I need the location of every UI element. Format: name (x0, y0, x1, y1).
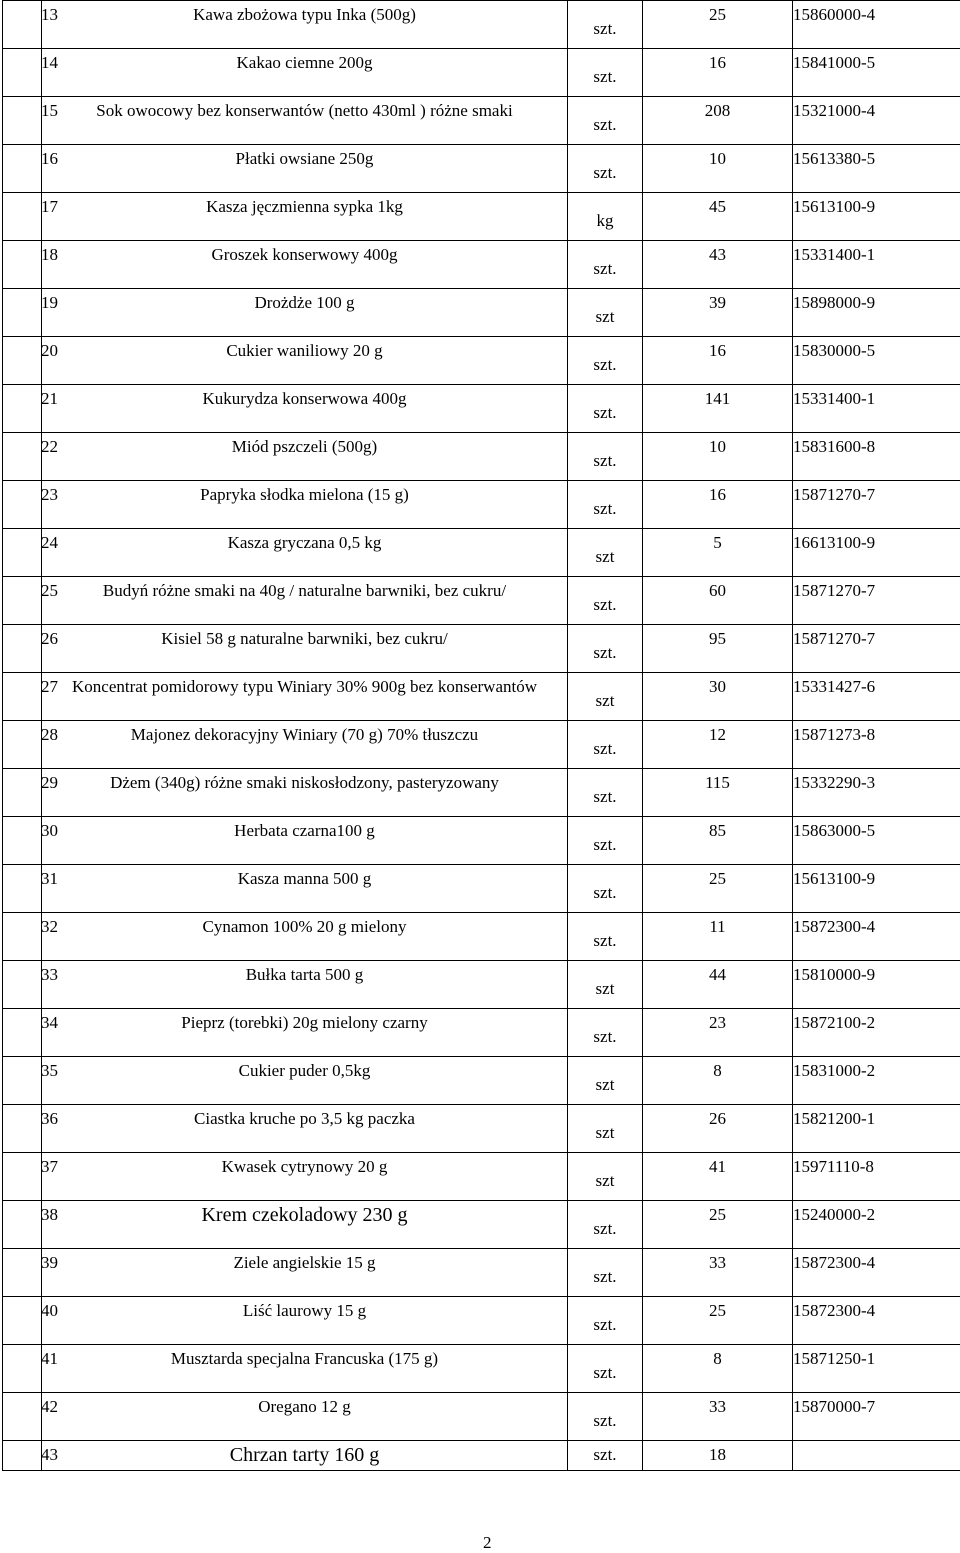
product-name-cell: Kasza manna 500 g (42, 865, 568, 913)
quantity-cell: 41 (643, 1153, 793, 1201)
product-name-cell: Liść laurowy 15 g (42, 1297, 568, 1345)
item-number-cell: 40 (3, 1297, 42, 1345)
item-number-cell: 31 (3, 865, 42, 913)
table-row (3, 289, 960, 337)
unit-cell: szt (568, 1153, 643, 1201)
unit-cell: szt. (568, 1249, 643, 1297)
quantity-cell: 25 (643, 1297, 793, 1345)
cpv-code-cell: 15871270-7 (793, 577, 960, 625)
quantity-cell: 16 (643, 49, 793, 97)
cpv-code-cell: 15321000-4 (793, 97, 960, 145)
unit-cell: szt (568, 1057, 643, 1105)
product-name-cell: Budyń różne smaki na 40g / naturalne barwniki, bez cukru/ (42, 577, 568, 625)
item-number-cell: 36 (3, 1105, 42, 1153)
table-row (3, 97, 960, 145)
quantity-cell: 39 (643, 289, 793, 337)
product-name-cell: Koncentrat pomidorowy typu Winiary 30% 900g bez konserwantów (42, 673, 568, 721)
table-row (3, 1201, 960, 1249)
item-number-cell: 22 (3, 433, 42, 481)
product-table-body (3, 1, 960, 1471)
product-name-cell: Pieprz (torebki) 20g mielony czarny (42, 1009, 568, 1057)
cpv-code-cell: 15898000-9 (793, 289, 960, 337)
product-name-cell: Herbata czarna100 g (42, 817, 568, 865)
cpv-code-cell: 15613380-5 (793, 145, 960, 193)
quantity-cell: 141 (643, 385, 793, 433)
cpv-code-cell: 15872300-4 (793, 1297, 960, 1345)
unit-cell: szt. (568, 721, 643, 769)
quantity-cell: 85 (643, 817, 793, 865)
table-row (3, 1441, 960, 1471)
cpv-code-cell: 15332290-3 (793, 769, 960, 817)
table-row (3, 385, 960, 433)
item-number-cell: 39 (3, 1249, 42, 1297)
table-row (3, 241, 960, 289)
table-row (3, 577, 960, 625)
item-number-cell: 20 (3, 337, 42, 385)
cpv-code-cell: 15331400-1 (793, 241, 960, 289)
unit-cell: szt. (568, 817, 643, 865)
cpv-code-cell: 15860000-4 (793, 1, 960, 49)
unit-cell: szt. (568, 337, 643, 385)
unit-cell: szt. (568, 769, 643, 817)
cpv-code-cell: 15841000-5 (793, 49, 960, 97)
table-row (3, 1153, 960, 1201)
unit-cell: szt. (568, 1393, 643, 1441)
product-name-cell: Cukier puder 0,5kg (42, 1057, 568, 1105)
product-name-cell: Kwasek cytrynowy 20 g (42, 1153, 568, 1201)
item-number-cell: 29 (3, 769, 42, 817)
quantity-cell: 11 (643, 913, 793, 961)
product-name-cell: Kasza gryczana 0,5 kg (42, 529, 568, 577)
product-name-cell: Majonez dekoracyjny Winiary (70 g) 70% tłuszczu (42, 721, 568, 769)
cpv-code-cell: 15331427-6 (793, 673, 960, 721)
quantity-cell: 10 (643, 145, 793, 193)
product-name-cell: Drożdże 100 g (42, 289, 568, 337)
product-name-cell: Krem czekoladowy 230 g (42, 1201, 568, 1249)
product-name-cell: Groszek konserwowy 400g (42, 241, 568, 289)
unit-cell: szt (568, 289, 643, 337)
item-number-cell: 15 (3, 97, 42, 145)
product-name-cell: Chrzan tarty 160 g (42, 1441, 568, 1471)
item-number-cell: 32 (3, 913, 42, 961)
item-number-cell: 33 (3, 961, 42, 1009)
cpv-code-cell: 15872300-4 (793, 913, 960, 961)
unit-cell: szt. (568, 1297, 643, 1345)
product-name-cell: Oregano 12 g (42, 1393, 568, 1441)
product-name-cell: Kukurydza konserwowa 400g (42, 385, 568, 433)
table-row (3, 721, 960, 769)
item-number-cell: 18 (3, 241, 42, 289)
unit-cell: szt. (568, 1201, 643, 1249)
table-row (3, 865, 960, 913)
table-row (3, 1297, 960, 1345)
cpv-code-cell: 15863000-5 (793, 817, 960, 865)
product-name-cell: Miód pszczeli (500g) (42, 433, 568, 481)
table-row (3, 481, 960, 529)
unit-cell: szt. (568, 433, 643, 481)
table-row (3, 1249, 960, 1297)
quantity-cell: 16 (643, 481, 793, 529)
cpv-code-cell: 15331400-1 (793, 385, 960, 433)
cpv-code-cell: 15871273-8 (793, 721, 960, 769)
item-number-cell: 17 (3, 193, 42, 241)
product-name-cell: Ciastka kruche po 3,5 kg paczka (42, 1105, 568, 1153)
cpv-code-cell (793, 1441, 960, 1471)
cpv-code-cell: 15971110-8 (793, 1153, 960, 1201)
table-row (3, 337, 960, 385)
table-row (3, 1105, 960, 1153)
table-row (3, 1009, 960, 1057)
unit-cell: szt (568, 961, 643, 1009)
unit-cell: szt. (568, 481, 643, 529)
table-row (3, 769, 960, 817)
cpv-code-cell: 15871250-1 (793, 1345, 960, 1393)
product-name-cell: Papryka słodka mielona (15 g) (42, 481, 568, 529)
cpv-code-cell: 15871270-7 (793, 625, 960, 673)
cpv-code-cell: 15830000-5 (793, 337, 960, 385)
table-row (3, 1, 960, 49)
unit-cell: szt (568, 673, 643, 721)
product-name-cell: Płatki owsiane 250g (42, 145, 568, 193)
item-number-cell: 30 (3, 817, 42, 865)
item-number-cell: 23 (3, 481, 42, 529)
item-number-cell: 26 (3, 625, 42, 673)
item-number-cell: 13 (3, 1, 42, 49)
unit-cell: szt. (568, 1345, 643, 1393)
quantity-cell: 115 (643, 769, 793, 817)
unit-cell: szt. (568, 625, 643, 673)
quantity-cell: 33 (643, 1249, 793, 1297)
item-number-cell: 27 (3, 673, 42, 721)
cpv-code-cell: 15871270-7 (793, 481, 960, 529)
cpv-code-cell: 15872300-4 (793, 1249, 960, 1297)
product-name-cell: Cukier waniliowy 20 g (42, 337, 568, 385)
unit-cell: szt. (568, 1009, 643, 1057)
page-number: 2 (483, 1533, 492, 1553)
unit-cell: szt. (568, 97, 643, 145)
item-number-cell: 19 (3, 289, 42, 337)
quantity-cell: 208 (643, 97, 793, 145)
unit-cell: szt. (568, 145, 643, 193)
item-number-cell: 14 (3, 49, 42, 97)
unit-cell: szt. (568, 1, 643, 49)
cpv-code-cell: 15821200-1 (793, 1105, 960, 1153)
product-name-cell: Kawa zbożowa typu Inka (500g) (42, 1, 568, 49)
item-number-cell: 42 (3, 1393, 42, 1441)
quantity-cell: 26 (643, 1105, 793, 1153)
product-name-cell: Musztarda specjalna Francuska (175 g) (42, 1345, 568, 1393)
quantity-cell: 95 (643, 625, 793, 673)
quantity-cell: 25 (643, 865, 793, 913)
quantity-cell: 25 (643, 1201, 793, 1249)
table-row (3, 1345, 960, 1393)
item-number-cell: 41 (3, 1345, 42, 1393)
product-name-cell: Dżem (340g) różne smaki niskosłodzony, pasteryzowany (42, 769, 568, 817)
unit-cell: szt. (568, 385, 643, 433)
table-row (3, 1057, 960, 1105)
cpv-code-cell: 15240000-2 (793, 1201, 960, 1249)
unit-cell: szt. (568, 577, 643, 625)
quantity-cell: 10 (643, 433, 793, 481)
table-row (3, 1393, 960, 1441)
cpv-code-cell: 15831600-8 (793, 433, 960, 481)
item-number-cell: 38 (3, 1201, 42, 1249)
item-number-cell: 28 (3, 721, 42, 769)
product-table (2, 0, 960, 1471)
unit-cell: kg (568, 193, 643, 241)
item-number-cell: 21 (3, 385, 42, 433)
quantity-cell: 25 (643, 1, 793, 49)
table-row (3, 49, 960, 97)
quantity-cell: 60 (643, 577, 793, 625)
quantity-cell: 8 (643, 1345, 793, 1393)
quantity-cell: 33 (643, 1393, 793, 1441)
quantity-cell: 43 (643, 241, 793, 289)
unit-cell: szt. (568, 1441, 643, 1471)
quantity-cell: 23 (643, 1009, 793, 1057)
product-name-cell: Bułka tarta 500 g (42, 961, 568, 1009)
table-row (3, 433, 960, 481)
cpv-code-cell: 15613100-9 (793, 865, 960, 913)
quantity-cell: 16 (643, 337, 793, 385)
cpv-code-cell: 15613100-9 (793, 193, 960, 241)
item-number-cell: 24 (3, 529, 42, 577)
unit-cell: szt (568, 1105, 643, 1153)
item-number-cell: 34 (3, 1009, 42, 1057)
table-row (3, 673, 960, 721)
quantity-cell: 8 (643, 1057, 793, 1105)
unit-cell: szt. (568, 865, 643, 913)
table-row (3, 817, 960, 865)
product-name-cell: Sok owocowy bez konserwantów (netto 430ml ) różne smaki (42, 97, 568, 145)
item-number-cell: 16 (3, 145, 42, 193)
quantity-cell: 5 (643, 529, 793, 577)
product-name-cell: Kakao ciemne 200g (42, 49, 568, 97)
cpv-code-cell: 15870000-7 (793, 1393, 960, 1441)
item-number-cell: 43 (3, 1441, 42, 1471)
cpv-code-cell: 15810000-9 (793, 961, 960, 1009)
unit-cell: szt. (568, 913, 643, 961)
unit-cell: szt (568, 529, 643, 577)
product-name-cell: Kasza jęczmienna sypka 1kg (42, 193, 568, 241)
cpv-code-cell: 15872100-2 (793, 1009, 960, 1057)
table-row (3, 193, 960, 241)
quantity-cell: 45 (643, 193, 793, 241)
unit-cell: szt. (568, 241, 643, 289)
table-row (3, 961, 960, 1009)
item-number-cell: 35 (3, 1057, 42, 1105)
product-name-cell: Kisiel 58 g naturalne barwniki, bez cukru/ (42, 625, 568, 673)
quantity-cell: 30 (643, 673, 793, 721)
quantity-cell: 18 (643, 1441, 793, 1471)
product-name-cell: Cynamon 100% 20 g mielony (42, 913, 568, 961)
product-name-cell: Ziele angielskie 15 g (42, 1249, 568, 1297)
cpv-code-cell: 16613100-9 (793, 529, 960, 577)
quantity-cell: 44 (643, 961, 793, 1009)
item-number-cell: 25 (3, 577, 42, 625)
item-number-cell: 37 (3, 1153, 42, 1201)
quantity-cell: 12 (643, 721, 793, 769)
cpv-code-cell: 15831000-2 (793, 1057, 960, 1105)
table-row (3, 625, 960, 673)
unit-cell: szt. (568, 49, 643, 97)
table-row (3, 913, 960, 961)
table-row (3, 145, 960, 193)
table-row (3, 529, 960, 577)
